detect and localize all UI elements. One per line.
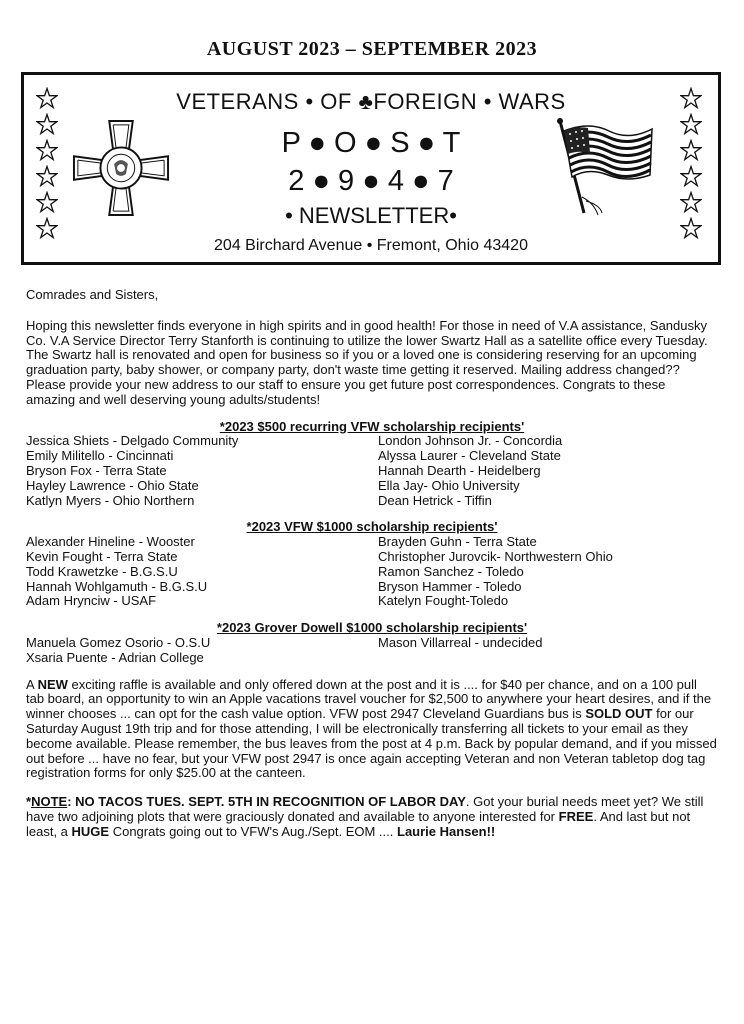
star-icon — [680, 87, 702, 110]
scholarship-group-500 — [26, 420, 718, 509]
recipient: Christopher Jurovcik- Northwestern Ohio — [378, 548, 613, 564]
star-icon — [680, 139, 702, 162]
masthead-address: 204 Birchard Avenue • Fremont, Ohio 43420 — [214, 237, 528, 254]
recipient: Xsaria Puente - Adrian College — [26, 649, 204, 665]
free-emphasis: FREE — [558, 808, 594, 824]
note-paragraph — [26, 795, 718, 839]
newsletter-date-range: AUGUST 2023 – SEPTEMBER 2023 — [206, 38, 538, 60]
recipient: Ella Jay- Ohio University — [378, 477, 520, 493]
raffle-new-emphasis: NEW — [37, 676, 68, 692]
right-star-column — [680, 87, 706, 243]
recipient: Adam Hrynciw - USAF — [26, 593, 157, 609]
recipient: Alexander Hineline - Wooster — [26, 534, 195, 550]
raffle-text: for our Saturday August 19th trip and for those attending, I will be electronically transferring all tickets to your email as they become available. Please remember, the bus leaves from the post at 4 p.m. Back by popular demand, and if you missed out before ... have no fear, but your VFW post 2947 is once again accepting Veteran and non Veteran tabletop dog tag registration forms for only $25.00 at the canteen. — [26, 706, 717, 781]
star-icon — [680, 191, 702, 214]
recipient: Katlyn Myers - Ohio Northern — [26, 492, 195, 508]
scholarship-group-1000 — [26, 520, 718, 609]
note-headline: : NO TACOS TUES. SEPT. 5TH IN RECOGNITION OF LABOR DAY — [67, 794, 466, 810]
recipient: Manuela Gomez Osorio - O.S.U — [26, 634, 211, 650]
masthead-newsletter-label: • NEWSLETTER• — [285, 203, 457, 228]
masthead — [21, 72, 721, 265]
scholarship-group-grover-dowell — [26, 621, 718, 665]
note-text: . And last but not least, a — [26, 808, 691, 839]
intro-paragraph: Hoping this newsletter finds everyone in high spirits and in good health! For those in need of V.A assistance, Sandusky Co. V.A Service Director Terry Stanforth is continuing to utilize the lower Swartz Hall as a satellite office every Tuesday. The Swartz hall is renovated and open for business so if you or a loved one is considering reserving for an upcoming graduation party, baby shower, or company party, don't waste time getting it reserved. Mailing address changed?? Please provide your new address to our staff to ensure you get future post correspondences. Congrats to these amazing and well deserving young adults/students! — [26, 317, 708, 407]
recipient: Alyssa Laurer - Cleveland State — [378, 448, 561, 464]
recipient: Katelyn Fought-Toledo — [378, 593, 509, 609]
scholarship-heading: *2023 $500 recurring VFW scholarship recipients' — [219, 418, 525, 434]
recipient: Mason Villarreal - undecided — [378, 634, 543, 650]
recipient: Hayley Lawrence - Ohio State — [26, 477, 199, 493]
recipient: Todd Krawetzke - B.G.S.U — [26, 563, 178, 579]
huge-emphasis: HUGE — [71, 823, 110, 839]
star-icon — [680, 113, 702, 136]
star-icon — [680, 165, 702, 188]
recipient: Hannah Dearth - Heidelberg — [378, 462, 541, 478]
recipient: Hannah Wohlgamuth - B.G.S.U — [26, 578, 208, 594]
note-label: NOTE — [31, 794, 68, 810]
recipient: Ramon Sanchez - Toledo — [378, 563, 524, 579]
recipient: Bryson Fox - Terra State — [26, 462, 167, 478]
recipient: Dean Hetrick - Tiffin — [378, 492, 492, 508]
star-icon — [680, 217, 702, 240]
masthead-post-number: 2 ● 9 ● 4 ● 7 — [288, 165, 454, 197]
raffle-paragraph — [26, 678, 718, 782]
note-star: * — [26, 794, 32, 810]
raffle-text: exciting raffle is available and only offered down at the post and it is .... for $40 per chance, and on a 100 pull tab board, an opportunity to win an Apple vacations travel voucher for $2,500 to anywhere your heart desires, and if the winner chooses ... can opt for the cash value option. VFW post 2947 Cleveland Guardians bus is — [26, 676, 712, 722]
recipient: Bryson Hammer - Toledo — [378, 578, 522, 594]
masthead-title: VETERANS • OF ♣FOREIGN • WARS — [176, 89, 566, 114]
note-text: Congrats going out to VFW's Aug./Sept. EOM .... — [109, 823, 397, 839]
sold-out-emphasis: SOLD OUT — [585, 706, 653, 722]
eom-name: Laurie Hansen!! — [397, 823, 496, 839]
recipient: Brayden Guhn - Terra State — [378, 534, 537, 550]
masthead-post-label: P ● O ● S ● T — [281, 127, 461, 159]
raffle-text: A — [26, 676, 38, 692]
scholarship-heading: *2023 VFW $1000 scholarship recipients' — [246, 519, 498, 535]
newsletter-body — [26, 288, 718, 840]
recipient: London Johnson Jr. - Concordia — [378, 433, 563, 449]
note-text: . Got your burial needs meet yet? We still have two adjoining plots that were graciously donated and available to anyone interested for — [26, 794, 704, 824]
recipient: Emily Militello - Cincinnati — [26, 448, 174, 464]
scholarship-heading: *2023 Grover Dowell $1000 scholarship recipients' — [216, 620, 528, 636]
greeting: Comrades and Sisters, — [26, 287, 159, 302]
recipient: Jessica Shiets - Delgado Community — [26, 433, 239, 449]
recipient: Kevin Fought - Terra State — [26, 548, 178, 564]
